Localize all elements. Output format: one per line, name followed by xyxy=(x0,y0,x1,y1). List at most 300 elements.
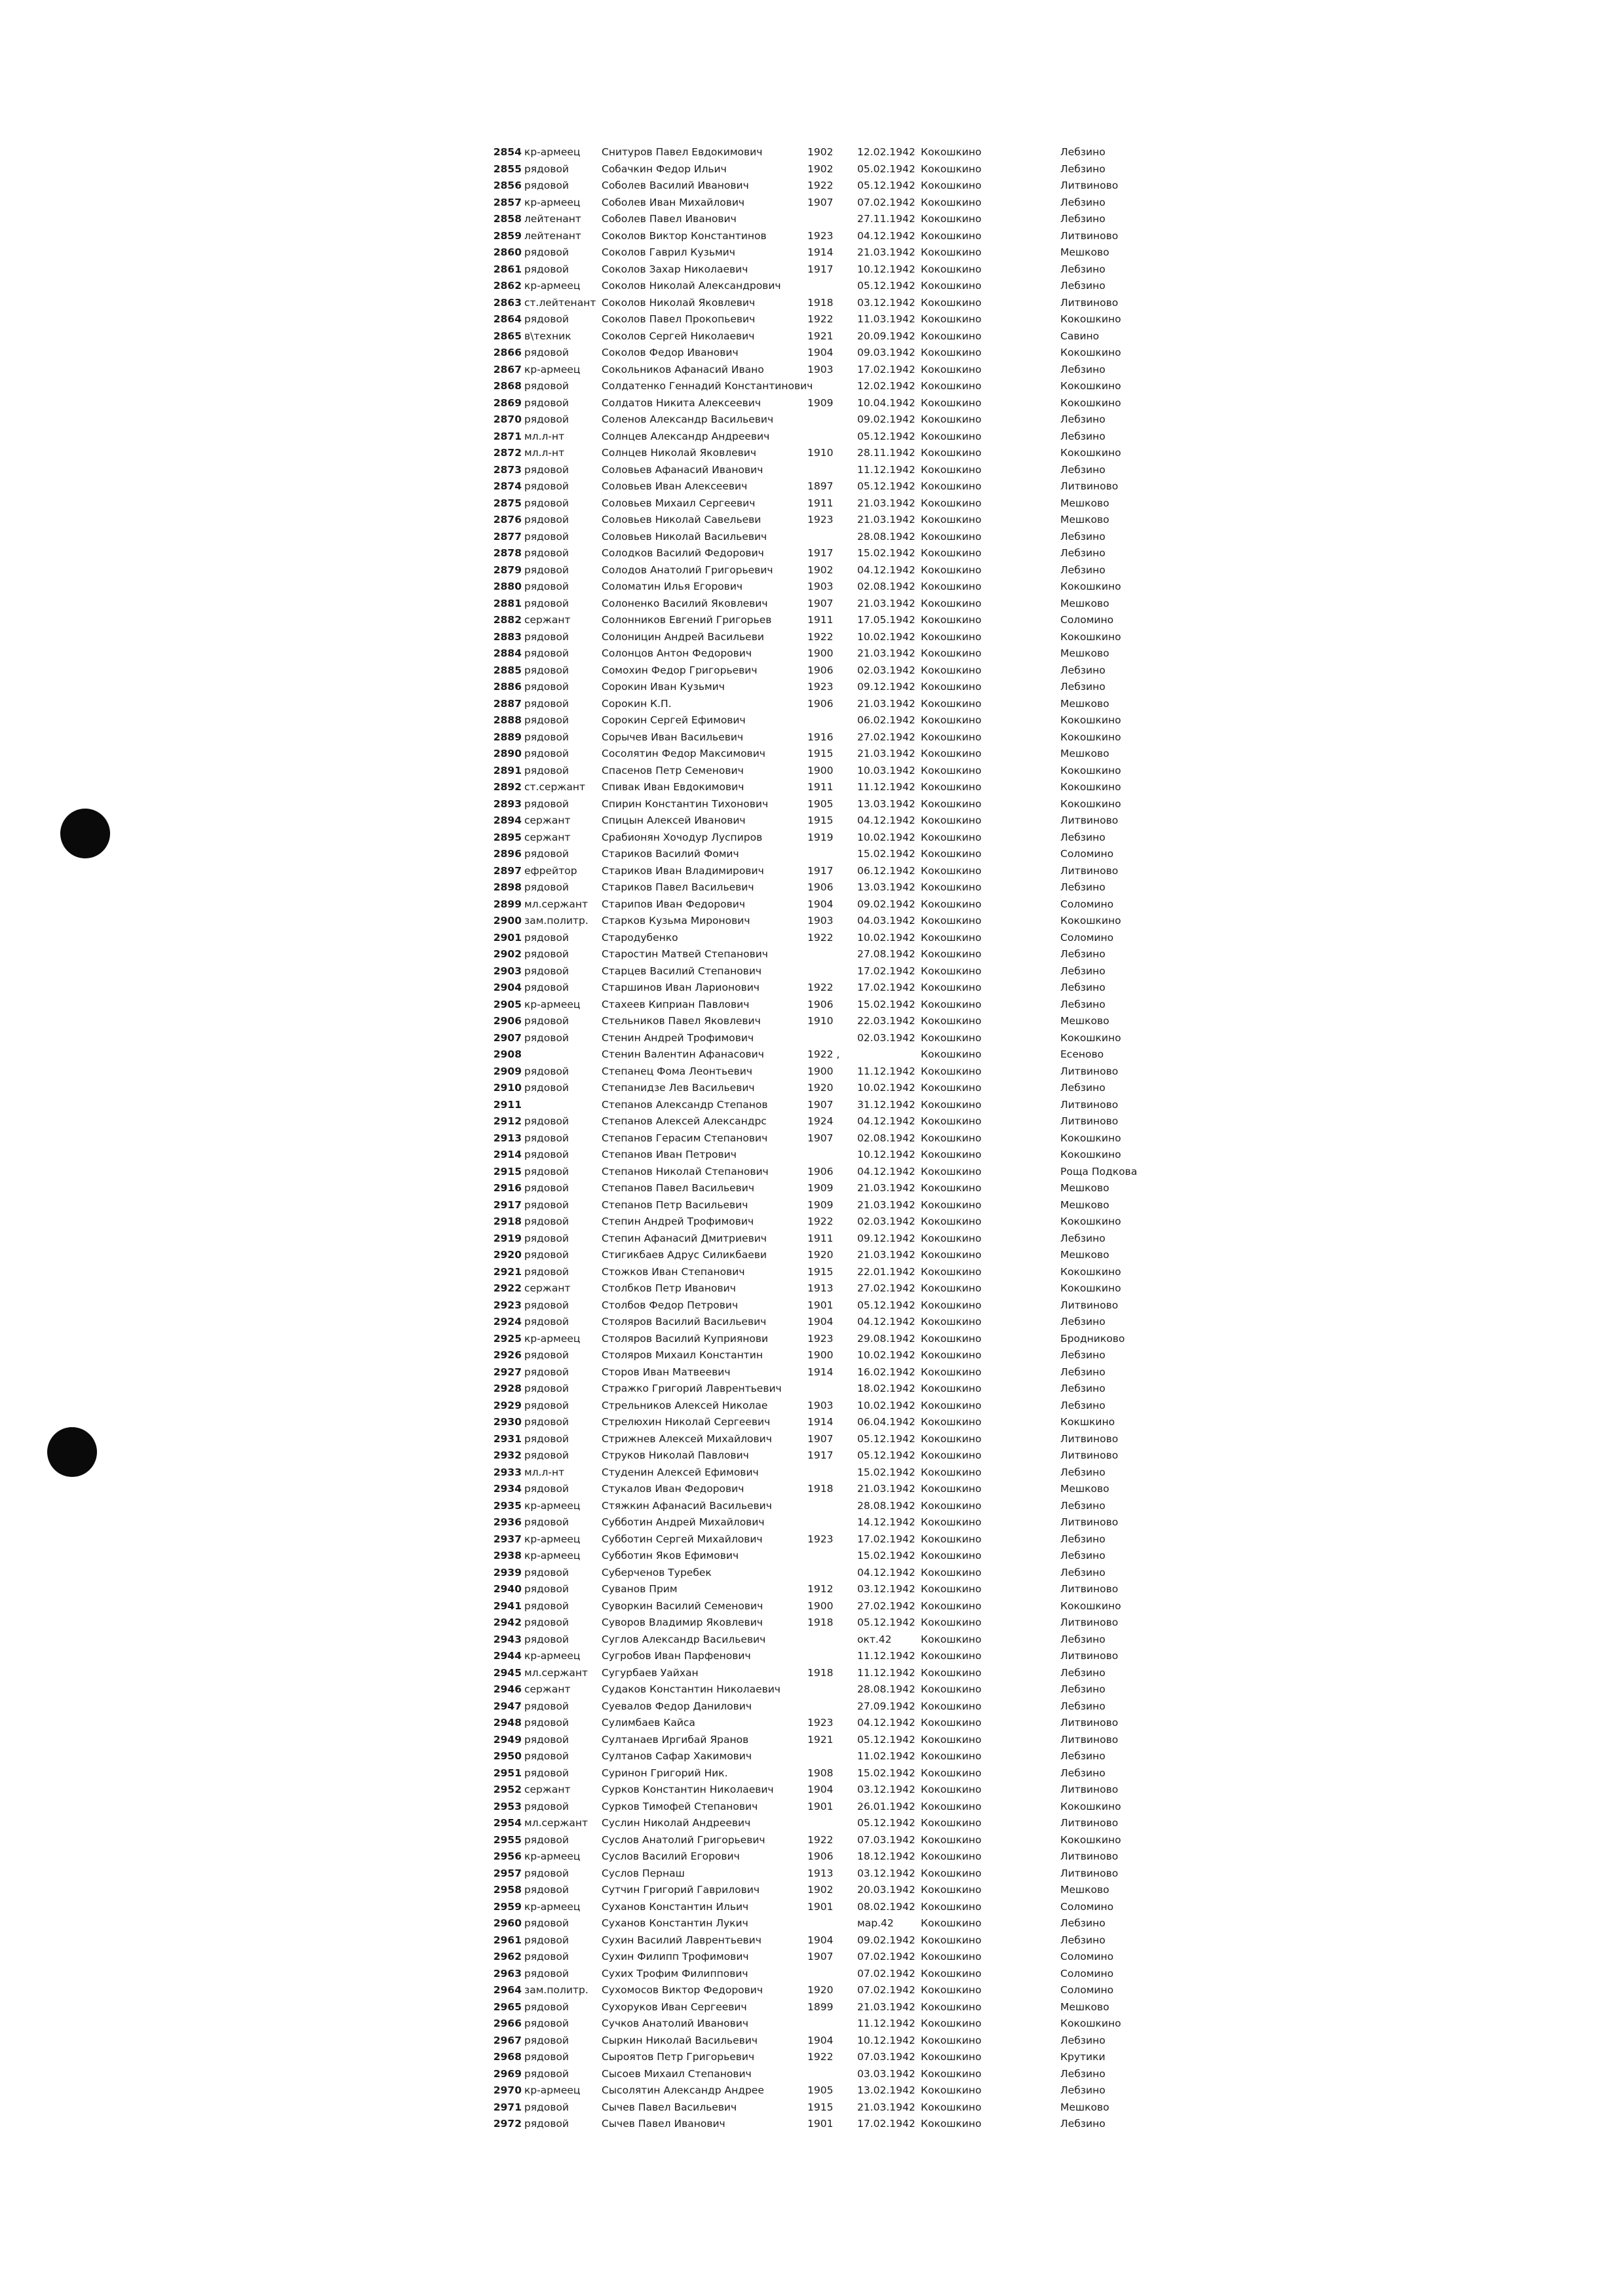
record-number: 2890 xyxy=(493,748,522,759)
table-row xyxy=(0,1231,1620,1248)
record-rank: в\техник xyxy=(524,330,571,342)
record-death-date: 21.03.1942 xyxy=(857,697,916,710)
record-number: 2908 xyxy=(493,1048,522,1060)
record-village: Лебзино xyxy=(1060,1366,1106,1378)
record-burial-place: Кокошкино xyxy=(921,1550,982,1561)
record-village: Соломино xyxy=(1060,1967,1114,1980)
record-number: 2972 xyxy=(493,2118,522,2130)
record-birth-year: 1906 xyxy=(807,664,834,676)
record-burial-place: Кокошкино xyxy=(921,664,982,676)
record-number: 2926 xyxy=(493,1349,522,1361)
record-name: Сыркин Николай Васильевич xyxy=(602,2034,758,2046)
table-row xyxy=(0,1080,1620,1097)
record-birth-year: 1909 xyxy=(807,1198,834,1211)
record-number: 2916 xyxy=(493,1182,522,1194)
record-village: Литвиново xyxy=(1060,1449,1119,1461)
record-name: Суринон Григорий Ник. xyxy=(602,1767,728,1779)
table-row xyxy=(0,930,1620,947)
table-row xyxy=(0,796,1620,813)
record-burial-place: Кокошкино xyxy=(921,697,982,710)
record-village: Кокошкино xyxy=(1060,764,1121,776)
record-village: Литвиново xyxy=(1060,1817,1119,1829)
record-village: Мешково xyxy=(1060,246,1109,258)
table-row xyxy=(0,2049,1620,2066)
record-name: Спасенов Петр Семенович xyxy=(602,764,744,776)
record-rank: кр-армеец xyxy=(524,1650,581,1662)
record-village: Кокошкино xyxy=(1060,1132,1121,1144)
record-rank: рядовой xyxy=(524,1633,569,1645)
record-village: Лебзино xyxy=(1060,1683,1106,1695)
record-rank: рядовой xyxy=(524,1516,569,1528)
record-village: Мешково xyxy=(1060,597,1109,609)
record-birth-year: 1904 xyxy=(807,2034,834,2046)
record-name: Сысоев Михаил Степанович xyxy=(602,2067,752,2080)
record-number: 2924 xyxy=(493,1316,522,1328)
record-birth-year: 1904 xyxy=(807,1316,834,1328)
record-burial-place: Кокошкино xyxy=(921,1967,982,1980)
record-name: Стельников Павел Яковлевич xyxy=(602,1015,761,1027)
record-village: Лебзино xyxy=(1060,2067,1106,2080)
record-burial-place: Кокошкино xyxy=(921,931,982,944)
record-burial-place: Кокошкино xyxy=(921,948,982,960)
record-death-date: 21.03.1942 xyxy=(857,2000,916,2013)
record-burial-place: Кокошкино xyxy=(921,1733,982,1746)
record-birth-year: 1905 xyxy=(807,2084,834,2096)
record-village: Лебзино xyxy=(1060,1550,1106,1561)
record-birth-year: 1917 xyxy=(807,547,834,559)
record-death-date: 12.02.1942 xyxy=(857,380,916,392)
table-row xyxy=(0,1999,1620,2016)
record-burial-place: Кокошкино xyxy=(921,1583,982,1595)
record-death-date: 10.02.1942 xyxy=(857,1349,916,1361)
record-village: Литвиново xyxy=(1060,1299,1119,1311)
record-birth-year: 1914 xyxy=(807,1416,834,1428)
table-row xyxy=(0,1364,1620,1381)
record-death-date: 13.03.1942 xyxy=(857,881,916,893)
record-number: 2929 xyxy=(493,1399,522,1411)
record-birth-year: 1906 xyxy=(807,998,834,1010)
record-rank: рядовой xyxy=(524,1215,569,1227)
record-number: 2959 xyxy=(493,1900,522,1913)
record-name: Стенин Валентин Афанасович xyxy=(602,1048,764,1060)
record-death-date: 02.08.1942 xyxy=(857,581,916,592)
table-row xyxy=(0,1398,1620,1415)
record-death-date: 07.02.1942 xyxy=(857,1984,916,1996)
record-name: Солодов Анатолий Григорьевич xyxy=(602,564,773,576)
record-village: Кокошкино xyxy=(1060,347,1121,358)
record-rank: рядовой xyxy=(524,2101,569,2113)
table-row xyxy=(0,1632,1620,1649)
table-row xyxy=(0,579,1620,596)
record-rank: рядовой xyxy=(524,1432,569,1445)
table-row xyxy=(0,2033,1620,2050)
record-rank: сержант xyxy=(524,1784,571,1795)
record-rank: рядовой xyxy=(524,764,569,776)
record-number: 2876 xyxy=(493,514,522,526)
record-number: 2930 xyxy=(493,1416,522,1428)
record-rank: кр-армеец xyxy=(524,1900,581,1913)
record-village: Лебзино xyxy=(1060,1767,1106,1779)
table-row xyxy=(0,1030,1620,1047)
record-burial-place: Кокошкино xyxy=(921,614,982,626)
table-row xyxy=(0,1164,1620,1181)
table-row xyxy=(0,896,1620,913)
record-burial-place: Кокошкино xyxy=(921,597,982,609)
record-number: 2859 xyxy=(493,229,522,242)
record-birth-year: 1910 xyxy=(807,1015,834,1027)
record-number: 2964 xyxy=(493,1984,522,1996)
record-burial-place: Кокошкино xyxy=(921,1065,982,1077)
record-number: 2895 xyxy=(493,831,522,843)
record-village: Лебзино xyxy=(1060,1533,1106,1545)
record-burial-place: Кокошкино xyxy=(921,1232,982,1244)
record-village: Лебзино xyxy=(1060,1399,1106,1411)
record-name: Стрельников Алексей Николае xyxy=(602,1399,768,1411)
table-row xyxy=(0,879,1620,896)
record-rank: мл.сержант xyxy=(524,1817,588,1829)
record-name: Сутчин Григорий Гаврилович xyxy=(602,1884,760,1896)
record-burial-place: Кокошкино xyxy=(921,1934,982,1946)
record-birth-year: 1912 xyxy=(807,1583,834,1595)
record-village: Кокошкино xyxy=(1060,630,1121,643)
record-number: 2899 xyxy=(493,898,522,910)
record-rank: зам.политр. xyxy=(524,1984,588,1996)
record-rank: рядовой xyxy=(524,630,569,643)
record-rank: кр-армеец xyxy=(524,2084,581,2096)
record-death-date: 28.08.1942 xyxy=(857,1683,916,1695)
record-rank: кр-армеец xyxy=(524,1550,581,1561)
record-burial-place: Кокошкино xyxy=(921,1917,982,1929)
record-name: Стариков Василий Фомич xyxy=(602,848,739,860)
record-number: 2881 xyxy=(493,597,522,609)
record-birth-year: 1903 xyxy=(807,915,834,927)
record-death-date: 09.02.1942 xyxy=(857,1934,916,1946)
record-birth-year: 1906 xyxy=(807,881,834,893)
record-burial-place: Кокошкино xyxy=(921,396,982,409)
record-number: 2875 xyxy=(493,497,522,509)
record-village: Лебзино xyxy=(1060,1633,1106,1645)
record-death-date: 21.03.1942 xyxy=(857,1483,916,1495)
record-number: 2870 xyxy=(493,413,522,425)
record-birth-year: 1923 xyxy=(807,1717,834,1729)
table-row xyxy=(0,1514,1620,1531)
table-row xyxy=(0,746,1620,763)
record-death-date: 04.12.1942 xyxy=(857,1316,916,1328)
record-birth-year: 1917 xyxy=(807,263,834,275)
record-number: 2877 xyxy=(493,530,522,543)
table-row xyxy=(0,161,1620,178)
record-burial-place: Кокошкино xyxy=(921,1182,982,1194)
table-row xyxy=(0,1180,1620,1197)
record-rank: мл.л-нт xyxy=(524,430,565,442)
record-rank: рядовой xyxy=(524,748,569,759)
record-burial-place: Кокошкино xyxy=(921,196,982,208)
record-number: 2889 xyxy=(493,731,522,743)
record-village: Лебзино xyxy=(1060,547,1106,559)
table-row xyxy=(0,980,1620,997)
record-village: Литвиново xyxy=(1060,1516,1119,1528)
record-village: Лебзино xyxy=(1060,1082,1106,1094)
record-death-date: 13.03.1942 xyxy=(857,797,916,810)
record-name: Стукалов Иван Федорович xyxy=(602,1483,744,1495)
record-birth-year: 1909 xyxy=(807,396,834,409)
record-number: 2878 xyxy=(493,547,522,559)
record-number: 2856 xyxy=(493,180,522,191)
record-rank: рядовой xyxy=(524,1867,569,1879)
record-name: Соломатин Илья Егорович xyxy=(602,581,743,592)
record-village: Крутики xyxy=(1060,2051,1106,2063)
record-rank: рядовой xyxy=(524,313,569,325)
record-rank: рядовой xyxy=(524,597,569,609)
record-village: Мешково xyxy=(1060,1198,1109,1211)
record-burial-place: Кокошкино xyxy=(921,1867,982,1879)
record-name: Сокольников Афанасий Ивано xyxy=(602,363,764,375)
record-village: Бродниково xyxy=(1060,1332,1125,1345)
table-row xyxy=(0,545,1620,562)
record-number: 2872 xyxy=(493,447,522,459)
record-rank: рядовой xyxy=(524,2018,569,2029)
record-death-date: 07.02.1942 xyxy=(857,196,916,208)
record-burial-place: Кокошкино xyxy=(921,1349,982,1361)
record-name: Султанов Сафар Хакимович xyxy=(602,1750,752,1762)
record-name: Спивак Иван Евдокимович xyxy=(602,781,744,793)
record-number: 2953 xyxy=(493,1800,522,1812)
record-name: Суворов Владимир Яковлевич xyxy=(602,1617,763,1628)
record-death-date: 06.02.1942 xyxy=(857,714,916,726)
record-village: Соломино xyxy=(1060,898,1114,910)
record-death-date: 05.12.1942 xyxy=(857,180,916,191)
record-number: 2958 xyxy=(493,1884,522,1896)
record-burial-place: Кокошкино xyxy=(921,1633,982,1645)
record-burial-place: Кокошкино xyxy=(921,1332,982,1345)
record-number: 2971 xyxy=(493,2101,522,2113)
record-birth-year: 1903 xyxy=(807,363,834,375)
table-row xyxy=(0,2082,1620,2099)
table-row xyxy=(0,1130,1620,1147)
record-burial-place: Кокошкино xyxy=(921,581,982,592)
record-rank: рядовой xyxy=(524,1566,569,1578)
record-name: Сухих Трофим Филиппович xyxy=(602,1967,748,1980)
record-rank: рядовой xyxy=(524,664,569,676)
record-number: 2913 xyxy=(493,1132,522,1144)
table-row xyxy=(0,1565,1620,1582)
table-row xyxy=(0,1046,1620,1063)
record-death-date: 27.02.1942 xyxy=(857,1599,916,1612)
record-burial-place: Кокошкино xyxy=(921,630,982,643)
record-name: Степанец Фома Леонтьевич xyxy=(602,1065,752,1077)
record-rank: рядовой xyxy=(524,1800,569,1812)
record-number: 2932 xyxy=(493,1449,522,1461)
record-burial-place: Кокошкино xyxy=(921,864,982,877)
table-row xyxy=(0,1648,1620,1665)
record-rank: рядовой xyxy=(524,1717,569,1729)
record-rank: сержант xyxy=(524,1683,571,1695)
record-death-date: 11.12.1942 xyxy=(857,2018,916,2029)
table-row xyxy=(0,1815,1620,1832)
record-name: Степанов Павел Васильевич xyxy=(602,1182,755,1194)
record-death-date: 22.01.1942 xyxy=(857,1265,916,1278)
record-death-date: 05.12.1942 xyxy=(857,480,916,492)
record-village: Лебзино xyxy=(1060,463,1106,476)
record-burial-place: Кокошкино xyxy=(921,681,982,693)
record-village: Лебзино xyxy=(1060,1232,1106,1244)
record-burial-place: Кокошкино xyxy=(921,1366,982,1378)
table-row xyxy=(0,2099,1620,2116)
record-birth-year: 1907 xyxy=(807,597,834,609)
record-death-date: 22.03.1942 xyxy=(857,1015,916,1027)
record-burial-place: Кокошкино xyxy=(921,1031,982,1044)
record-number: 2965 xyxy=(493,2000,522,2013)
record-birth-year: 1900 xyxy=(807,1065,834,1077)
record-number: 2854 xyxy=(493,146,522,158)
record-name: Спирин Константин Тихонович xyxy=(602,797,769,810)
record-death-date: 11.03.1942 xyxy=(857,313,916,325)
record-rank: ст.лейтенант xyxy=(524,296,596,309)
record-burial-place: Кокошкино xyxy=(921,748,982,759)
record-name: Стариков Павел Васильевич xyxy=(602,881,754,893)
record-birth-year: 1904 xyxy=(807,1934,834,1946)
record-name: Суслов Василий Егорович xyxy=(602,1850,740,1862)
record-burial-place: Кокошкино xyxy=(921,1149,982,1160)
record-rank: рядовой xyxy=(524,1249,569,1261)
record-number: 2914 xyxy=(493,1149,522,1160)
record-name: Сосолятин Федор Максимович xyxy=(602,748,765,759)
record-burial-place: Кокошкино xyxy=(921,781,982,793)
record-number: 2909 xyxy=(493,1065,522,1077)
record-death-date: 27.09.1942 xyxy=(857,1700,916,1712)
record-birth-year: 1904 xyxy=(807,898,834,910)
record-number: 2855 xyxy=(493,163,522,175)
record-death-date: 17.02.1942 xyxy=(857,2118,916,2130)
record-number: 2918 xyxy=(493,1215,522,1227)
table-row xyxy=(0,913,1620,930)
record-death-date: 26.01.1942 xyxy=(857,1800,916,1812)
record-number: 2912 xyxy=(493,1115,522,1127)
record-rank: лейтенант xyxy=(524,229,581,242)
table-row xyxy=(0,2016,1620,2033)
record-birth-year: 1914 xyxy=(807,1366,834,1378)
record-number: 2919 xyxy=(493,1232,522,1244)
record-burial-place: Кокошкино xyxy=(921,764,982,776)
record-rank: рядовой xyxy=(524,1951,569,1962)
record-name: Суханов Константин Ильич xyxy=(602,1900,749,1913)
record-village: Литвиново xyxy=(1060,1617,1119,1628)
record-rank: рядовой xyxy=(524,848,569,860)
record-rank: рядовой xyxy=(524,547,569,559)
table-row xyxy=(0,1063,1620,1081)
record-death-date: 15.02.1942 xyxy=(857,1466,916,1478)
record-burial-place: Кокошкино xyxy=(921,480,982,492)
record-number: 2900 xyxy=(493,915,522,927)
record-name: Сорокин К.П. xyxy=(602,697,672,710)
record-number: 2887 xyxy=(493,697,522,710)
record-village: Литвиново xyxy=(1060,180,1119,191)
record-burial-place: Кокошкино xyxy=(921,2034,982,2046)
table-row xyxy=(0,1113,1620,1130)
record-number: 2894 xyxy=(493,814,522,826)
record-name: Старшинов Иван Ларионович xyxy=(602,982,760,993)
record-village: Кокошкино xyxy=(1060,313,1121,325)
record-death-date: 03.12.1942 xyxy=(857,1583,916,1595)
record-village: Лебзино xyxy=(1060,1700,1106,1712)
record-name: Сычев Павел Васильевич xyxy=(602,2101,737,2113)
record-village: Мешково xyxy=(1060,647,1109,659)
record-village: Кокошкино xyxy=(1060,731,1121,743)
record-rank: ст.сержант xyxy=(524,781,585,793)
record-village: Кокошкино xyxy=(1060,447,1121,459)
record-death-date: 11.12.1942 xyxy=(857,463,916,476)
record-village: Литвиново xyxy=(1060,1733,1119,1746)
table-row xyxy=(0,2116,1620,2133)
record-rank: рядовой xyxy=(524,965,569,977)
record-number: 2901 xyxy=(493,931,522,944)
record-rank: рядовой xyxy=(524,1015,569,1027)
record-name: Стенин Андрей Трофимович xyxy=(602,1031,754,1044)
record-number: 2934 xyxy=(493,1483,522,1495)
table-row xyxy=(0,1982,1620,1999)
record-death-date: 03.12.1942 xyxy=(857,1867,916,1879)
record-name: Соболев Василий Иванович xyxy=(602,180,749,191)
record-rank: рядовой xyxy=(524,581,569,592)
record-number: 2928 xyxy=(493,1383,522,1394)
record-death-date: 10.04.1942 xyxy=(857,396,916,409)
record-death-date: окт.42 xyxy=(857,1633,892,1645)
record-rank: рядовой xyxy=(524,1182,569,1194)
record-death-date: 02.03.1942 xyxy=(857,664,916,676)
record-death-date: 05.12.1942 xyxy=(857,1432,916,1445)
record-village: Литвиново xyxy=(1060,1867,1119,1879)
record-rank: кр-армеец xyxy=(524,146,581,158)
table-row xyxy=(0,1414,1620,1431)
record-death-date: 27.08.1942 xyxy=(857,948,916,960)
record-birth-year: 1922 xyxy=(807,1833,834,1846)
record-village: Кокошкино xyxy=(1060,915,1121,927)
record-name: Столяров Василий Куприянови xyxy=(602,1332,769,1345)
table-row xyxy=(0,1247,1620,1264)
record-village: Лебзино xyxy=(1060,1917,1106,1929)
record-number: 2903 xyxy=(493,965,522,977)
record-burial-place: Кокошкино xyxy=(921,1599,982,1612)
record-name: Солодков Василий Федорович xyxy=(602,547,764,559)
record-village: Соломино xyxy=(1060,931,1114,944)
record-burial-place: Кокошкино xyxy=(921,965,982,977)
record-burial-place: Кокошкино xyxy=(921,1165,982,1177)
record-number: 2954 xyxy=(493,1817,522,1829)
record-number: 2957 xyxy=(493,1867,522,1879)
table-row xyxy=(0,1464,1620,1482)
record-birth-year: 1921 xyxy=(807,330,834,342)
record-death-date: 05.12.1942 xyxy=(857,1617,916,1628)
record-birth-year: 1897 xyxy=(807,480,834,492)
record-number: 2966 xyxy=(493,2018,522,2029)
record-village: Кокошкино xyxy=(1060,1599,1121,1612)
record-death-date: 18.02.1942 xyxy=(857,1383,916,1394)
record-number: 2873 xyxy=(493,463,522,476)
record-number: 2893 xyxy=(493,797,522,810)
record-village: Лебзино xyxy=(1060,1383,1106,1394)
record-burial-place: Кокошкино xyxy=(921,2051,982,2063)
record-name: Стяжкин Афанасий Васильевич xyxy=(602,1499,772,1512)
record-village: Кокошкино xyxy=(1060,380,1121,392)
record-burial-place: Кокошкино xyxy=(921,915,982,927)
table-row xyxy=(0,395,1620,412)
record-name: Сурков Тимофей Степанович xyxy=(602,1800,758,1812)
record-village: Литвиново xyxy=(1060,1717,1119,1729)
table-row xyxy=(0,1097,1620,1114)
record-number: 2871 xyxy=(493,430,522,442)
record-burial-place: Кокошкино xyxy=(921,1299,982,1311)
record-name: Субботин Андрей Михайлович xyxy=(602,1516,765,1528)
